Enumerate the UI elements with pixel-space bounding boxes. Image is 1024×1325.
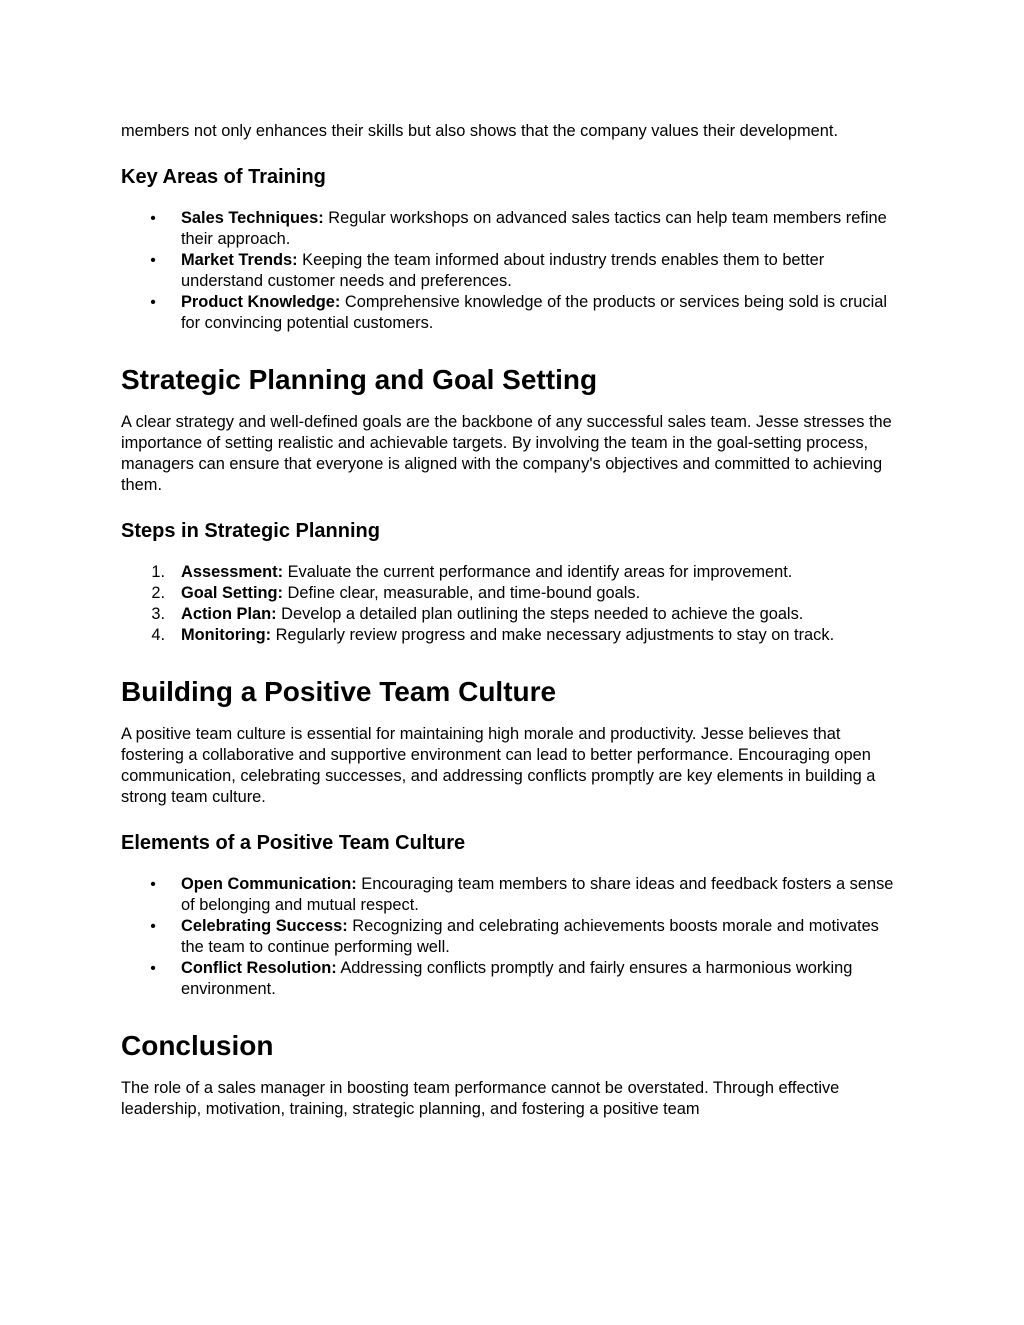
conclusion-paragraph: The role of a sales manager in boosting team performance cannot be overstated. Through effective leadership, motivation, training, strategic planning, and fostering a positive team xyxy=(121,1079,840,1118)
number-marker: 4. xyxy=(151,626,165,644)
list-item-term: Action Plan: xyxy=(181,605,277,623)
document-page xyxy=(121,121,906,1120)
list-item-term: Open Communication: xyxy=(181,875,357,893)
list-item-text: Encouraging team members to share ideas and feedback fosters a sense of belonging and mutual respect. xyxy=(181,875,894,914)
list-item-text: Addressing conflicts promptly and fairly ensures a harmonious working environment. xyxy=(181,959,853,998)
training-list xyxy=(121,208,906,334)
training-heading: Key Areas of Training xyxy=(121,166,326,188)
list-item-term: Assessment: xyxy=(181,563,284,581)
bullet-marker: • xyxy=(150,210,156,227)
list-item-term: Celebrating Success: xyxy=(181,917,348,935)
culture-heading: Building a Positive Team Culture xyxy=(121,676,557,707)
list-item-text: Recognizing and celebrating achievements boosts morale and motivates the team to continue performing well. xyxy=(181,917,879,956)
bullet-marker: • xyxy=(150,252,156,269)
conclusion-heading: Conclusion xyxy=(121,1030,274,1061)
list-item xyxy=(121,250,906,292)
list-item-term: Sales Techniques: xyxy=(181,209,324,227)
bullet-marker: • xyxy=(150,876,156,893)
list-item xyxy=(121,604,906,625)
intro-paragraph: members not only enhances their skills but also shows that the company values their development. xyxy=(121,122,839,140)
bullet-marker: • xyxy=(150,294,156,311)
list-item xyxy=(121,625,906,646)
list-item xyxy=(121,874,906,916)
list-item-text: Comprehensive knowledge of the products or services being sold is crucial for convincing potential customers. xyxy=(181,293,887,332)
number-marker: 2. xyxy=(151,584,165,602)
strategic-heading: Strategic Planning and Goal Setting xyxy=(121,364,598,395)
culture-list xyxy=(121,874,906,1000)
list-item-term: Monitoring: xyxy=(181,626,272,644)
culture-paragraph: A positive team culture is essential for maintaining high morale and productivity. Jesse believes that fostering a collaborative and supportive environment can lead to better performance. Encouraging open communication, celebrating successes, and addressing conflicts promptly are key elements in building a strong team culture. xyxy=(121,725,876,806)
bullet-marker: • xyxy=(150,960,156,977)
strategic-subheading: Steps in Strategic Planning xyxy=(121,520,380,542)
list-item-text: Evaluate the current performance and identify areas for improvement. xyxy=(283,563,793,581)
list-item-term: Conflict Resolution: xyxy=(181,959,337,977)
number-marker: 3. xyxy=(151,605,165,623)
list-item xyxy=(121,583,906,604)
list-item xyxy=(121,958,906,1000)
list-item-text: Regularly review progress and make necessary adjustments to stay on track. xyxy=(271,626,835,644)
list-item xyxy=(121,292,906,334)
list-item-text: Regular workshops on advanced sales tactics can help team members refine their approach. xyxy=(181,209,887,248)
list-item xyxy=(121,916,906,958)
number-marker: 1. xyxy=(151,563,165,581)
list-item-text: Keeping the team informed about industry trends enables them to better understand customer needs and preferences. xyxy=(181,251,825,290)
list-item xyxy=(121,208,906,250)
list-item-text: Develop a detailed plan outlining the steps needed to achieve the goals. xyxy=(276,605,804,623)
list-item xyxy=(121,562,906,583)
list-item-term: Goal Setting: xyxy=(181,584,283,602)
strategic-steps-list xyxy=(121,562,906,646)
bullet-marker: • xyxy=(150,918,156,935)
list-item-text: Define clear, measurable, and time-bound goals. xyxy=(283,584,641,602)
strategic-paragraph: A clear strategy and well-defined goals are the backbone of any successful sales team. Jesse stresses the importance of setting realistic and achievable targets. By involving the team in the goal-setting process, managers can ensure that everyone is aligned with the company's objectives and committed to achieving them. xyxy=(121,413,892,494)
culture-subheading: Elements of a Positive Team Culture xyxy=(121,832,466,854)
list-item-term: Product Knowledge: xyxy=(181,293,341,311)
list-item-term: Market Trends: xyxy=(181,251,298,269)
